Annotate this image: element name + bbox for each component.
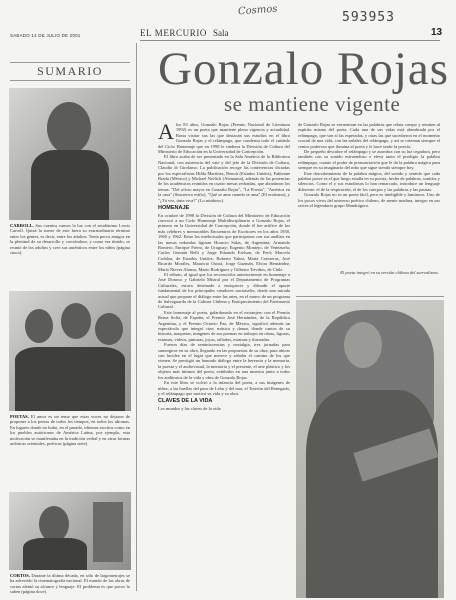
sidebar-item-cortos	[10, 573, 130, 599]
sidebar-item-text: Durante la última década, en sólo de largometrajes se ha advertido la cinematografía nacional. El mundo de las obras de cortos alentó su alcance y lenguaje. El problema es que pocos lo saben (página doce).	[10, 573, 131, 595]
article-paragraph: El tributo, al igual que los reconocidos anteriormente en homenaje a José Donoso y Gabriela Mistral por el Departamento de Programas Culturales, estuvo destinado a enriquecer y difundir el aporte fundamental de los principales creadores nacionales, desde una mirada actual que propone el diálogo entre las artes, en el marco de un programa de Salvaguarda de la Cultura Chilena y Enriquecimiento del Patrimonio Cultural.	[158, 271, 290, 310]
section-heading: CLAVES DE LA VIDA	[158, 398, 213, 405]
top-rule	[140, 40, 440, 41]
sidebar-item-text: Sus cuentos vamos la luz con el seudónimo Lewis Carroll. Quizá la suerte de este fuera su extraordinario término entre los gentes, es decir, entre los adultos. Tenía pocos amigos en la plenitud de su desarrollo y creciéndose, y como era tímido, se reunió de los adultos y creó sus auténticos entre los niños (página cinco).	[10, 223, 130, 256]
article-paragraph: Este descubrimiento de la palabra mágica, del sonido y sentido que cada palabra posee es el que luego estalla en su poesía, hecha de palabras, sonidos y silencios. Como el y sus estudiosos lo han remarcado, introduce un lenguaje diferente: el de la respiración, el de los cuerpos y las palabras y las pausas.	[298, 170, 440, 192]
article-paragraph: En octubre de 1998 la División de Cultura del Ministerio de Educación convocó a un Ciclo Homenaje Multidisciplinario a Gonzalo Rojas, el primero en la Universidad de Concepción, donde él fue artífice de los más célebres y memorables Encuentros de Escritores en los años 1958, 1960 y 1962. Entre los intelectuales que participaron con sus análisis en las mesas redondas figuran Horacio Salas, de Argentina; Armando Romero, Enrique Fierro, de Uruguay; Eugenio Montejo, de Venezuela; Carlos Germán Belli y Jorge Eduardo Eielson, de Perú; Marcelo Coddou, de Estados Unidos; Roberto Yahni, Marta Contreras, José Ricardo Morales, Mauricio Ostria, Jorge Guzmán, Elvira Hernández, María Nieves Alonso, Mario Rodríguez y Gilberto Triviños, de Chile.	[158, 212, 290, 272]
sidebar-item-carroll	[10, 223, 130, 281]
sidebar-item-label: CORTOS.	[10, 573, 30, 578]
column-divider	[136, 43, 137, 591]
poets-photo-icon	[9, 291, 131, 411]
archive-stamp-number: 593953	[342, 10, 395, 25]
article-paragraph: de Gonzalo Rojas se encuentran en las palabras que relata cuerpo y remiten al espíritu mismo del poeta. Cada una de sus vidas está alumbrada por el relámpago, que son sí las esperadas, y otras las que sucedieron en el momento crucial de una vida, con las señales del relámpago, y así se orientan siempre el centro poderoso que ilumina al poeta y le hace sentir la poesía.	[298, 122, 440, 149]
masthead-section: Sala	[213, 28, 229, 38]
sidebar-item-label: CARROLL.	[10, 223, 34, 228]
sidebar-item-poetas	[10, 414, 130, 488]
article-paragraph: Fueron días de reminiscencias y nostalgia, tres jornadas para sumergirse en su obra, llegando en las propuestas de su obra, para ubicar con lucidez en el lugar que merece y señalar el camino de los que vienen. Se prestigió un honrado diálogo entre la herencia y la memoria, la poesía y el audiovisual, la memoria y el presente, el arte plástico y los objetos más íntimos del poeta, exhibidos en una muestra junto a todos los auditorios de la vida y obra de Gonzalo Rojas.	[158, 342, 290, 380]
page-number: 13	[431, 27, 443, 38]
sidebar-item-text: El amor es un tema que estas voces no dejaron de proponer a los poetas de todos los tiempos, en todos los idiomas. En lugares donde no hubo, en el pasado, idiomas escritos como en los pueblos autóctonos de América Latina, por ejemplo, esta motivación se manifestaba en la tradición verbal y en otras formas artísticas orientales, poéticas (página siete).	[10, 414, 130, 447]
article-column-2	[298, 122, 440, 266]
masthead-name: EL MERCURIO	[140, 28, 208, 38]
article-paragraph: Los mundos y las claves de la vida	[158, 405, 221, 411]
article-paragraph: Gonzalo Rojas no es un poeta fácil, pero es inteligible y luminoso. Uno de los pocos vivos del universo poético chileno, de mente madura, integro en sus raíces el legendario grupo Mandrágora.	[298, 192, 440, 209]
article-paragraph: Este homenaje al poeta, galardonado en el extranjero con el Premio Reina Sofía, de España; el Premio José Hernández, de la República Argentina, y el Premio Octavio Paz, de México, significó además un espectáculo que integró cine, música y danza, donde cantos de su historia, maquetas, imágenes de sus poemas en trabajos en obras, figuras, estatuas, videos, pinturas, joyas, tallados, estatuas y ilustradas.	[158, 309, 290, 342]
sidebar-item-label: POETAS.	[10, 414, 29, 419]
handwritten-note: Cosmos	[237, 3, 278, 18]
gonzalo-rojas-photo-icon	[296, 300, 444, 598]
section-heading: HOMENAJE	[158, 205, 190, 212]
subheadline: se mantiene vigente	[224, 92, 401, 116]
article-paragraph: El libro acaba de ser presentado en la Sala América de la Biblioteca Nacional, con asistencia del vate y del jefe de la División de Cultura, Claudio di Girolamo. La publicación recoge las conferencias dictadas por los especialistas Hilda Martínez, Benoit (Estados Unidos), Fabienne Bradu (México) y Michael Nerlich (Alemania), además de las ponencias de los académicos reunidos en cuatro mesas redondas, que abordaron los temas: "Del oficio mayor en Gonzalo Rojas", "La Poesía", "América en la casa" (Sincretico estilo), "Qué se ama cuando se ama" (El erotismo), y "¿Tú vez, tinta viva?" (Lo nimboso).	[158, 154, 290, 203]
sidebar-title: SUMARIO	[10, 62, 130, 81]
masthead	[140, 27, 229, 39]
headline: Gonzalo Rojas	[158, 43, 450, 95]
dateline: SABADO 14 DE JULIO DE 2001	[10, 33, 81, 38]
photo-caption: El poeta integró en su versión chilena del surrealismo.	[340, 270, 439, 275]
article-paragraph: De pequeño descubre el relámpago y se asombra con su luz cegadora, pero también con su sonido estruendoso e eleva tanto el prodigio la palabra relámpago, cuanto el poder de pronunciación que le da la palabra mágica para siempre en su imaginario del niño que sigue siendo siempre hoy.	[298, 149, 440, 171]
article-column-1	[158, 122, 290, 592]
caption-rule	[296, 296, 444, 297]
article-paragraph: En este libro se volvió a la infancia del poeta, a sus imágenes de niñez, a las huellas del paso de Lebu y del mar, el Torreón del Renegado, y el relámpago que motivó su vida y su obra.	[158, 380, 290, 396]
carroll-portrait-icon	[9, 88, 131, 220]
cortos-photo-icon	[9, 492, 131, 570]
drop-cap: A	[158, 122, 174, 144]
article-paragraph: los 83 años, Gonzalo Rojas (Premio Nacional de Literatura 1992) es un poeta que mantiene plena vigencia y actualidad. Basta visitar sus las que destacan sus estudios en el libro Gonzalo Rojas y el relámpago, que condensa todo el cuidado del Ciclo Homenaje que en 1998 le rindiera la División de Cultura del Ministerio de Educación en la Universidad de Concepción.	[158, 122, 290, 155]
